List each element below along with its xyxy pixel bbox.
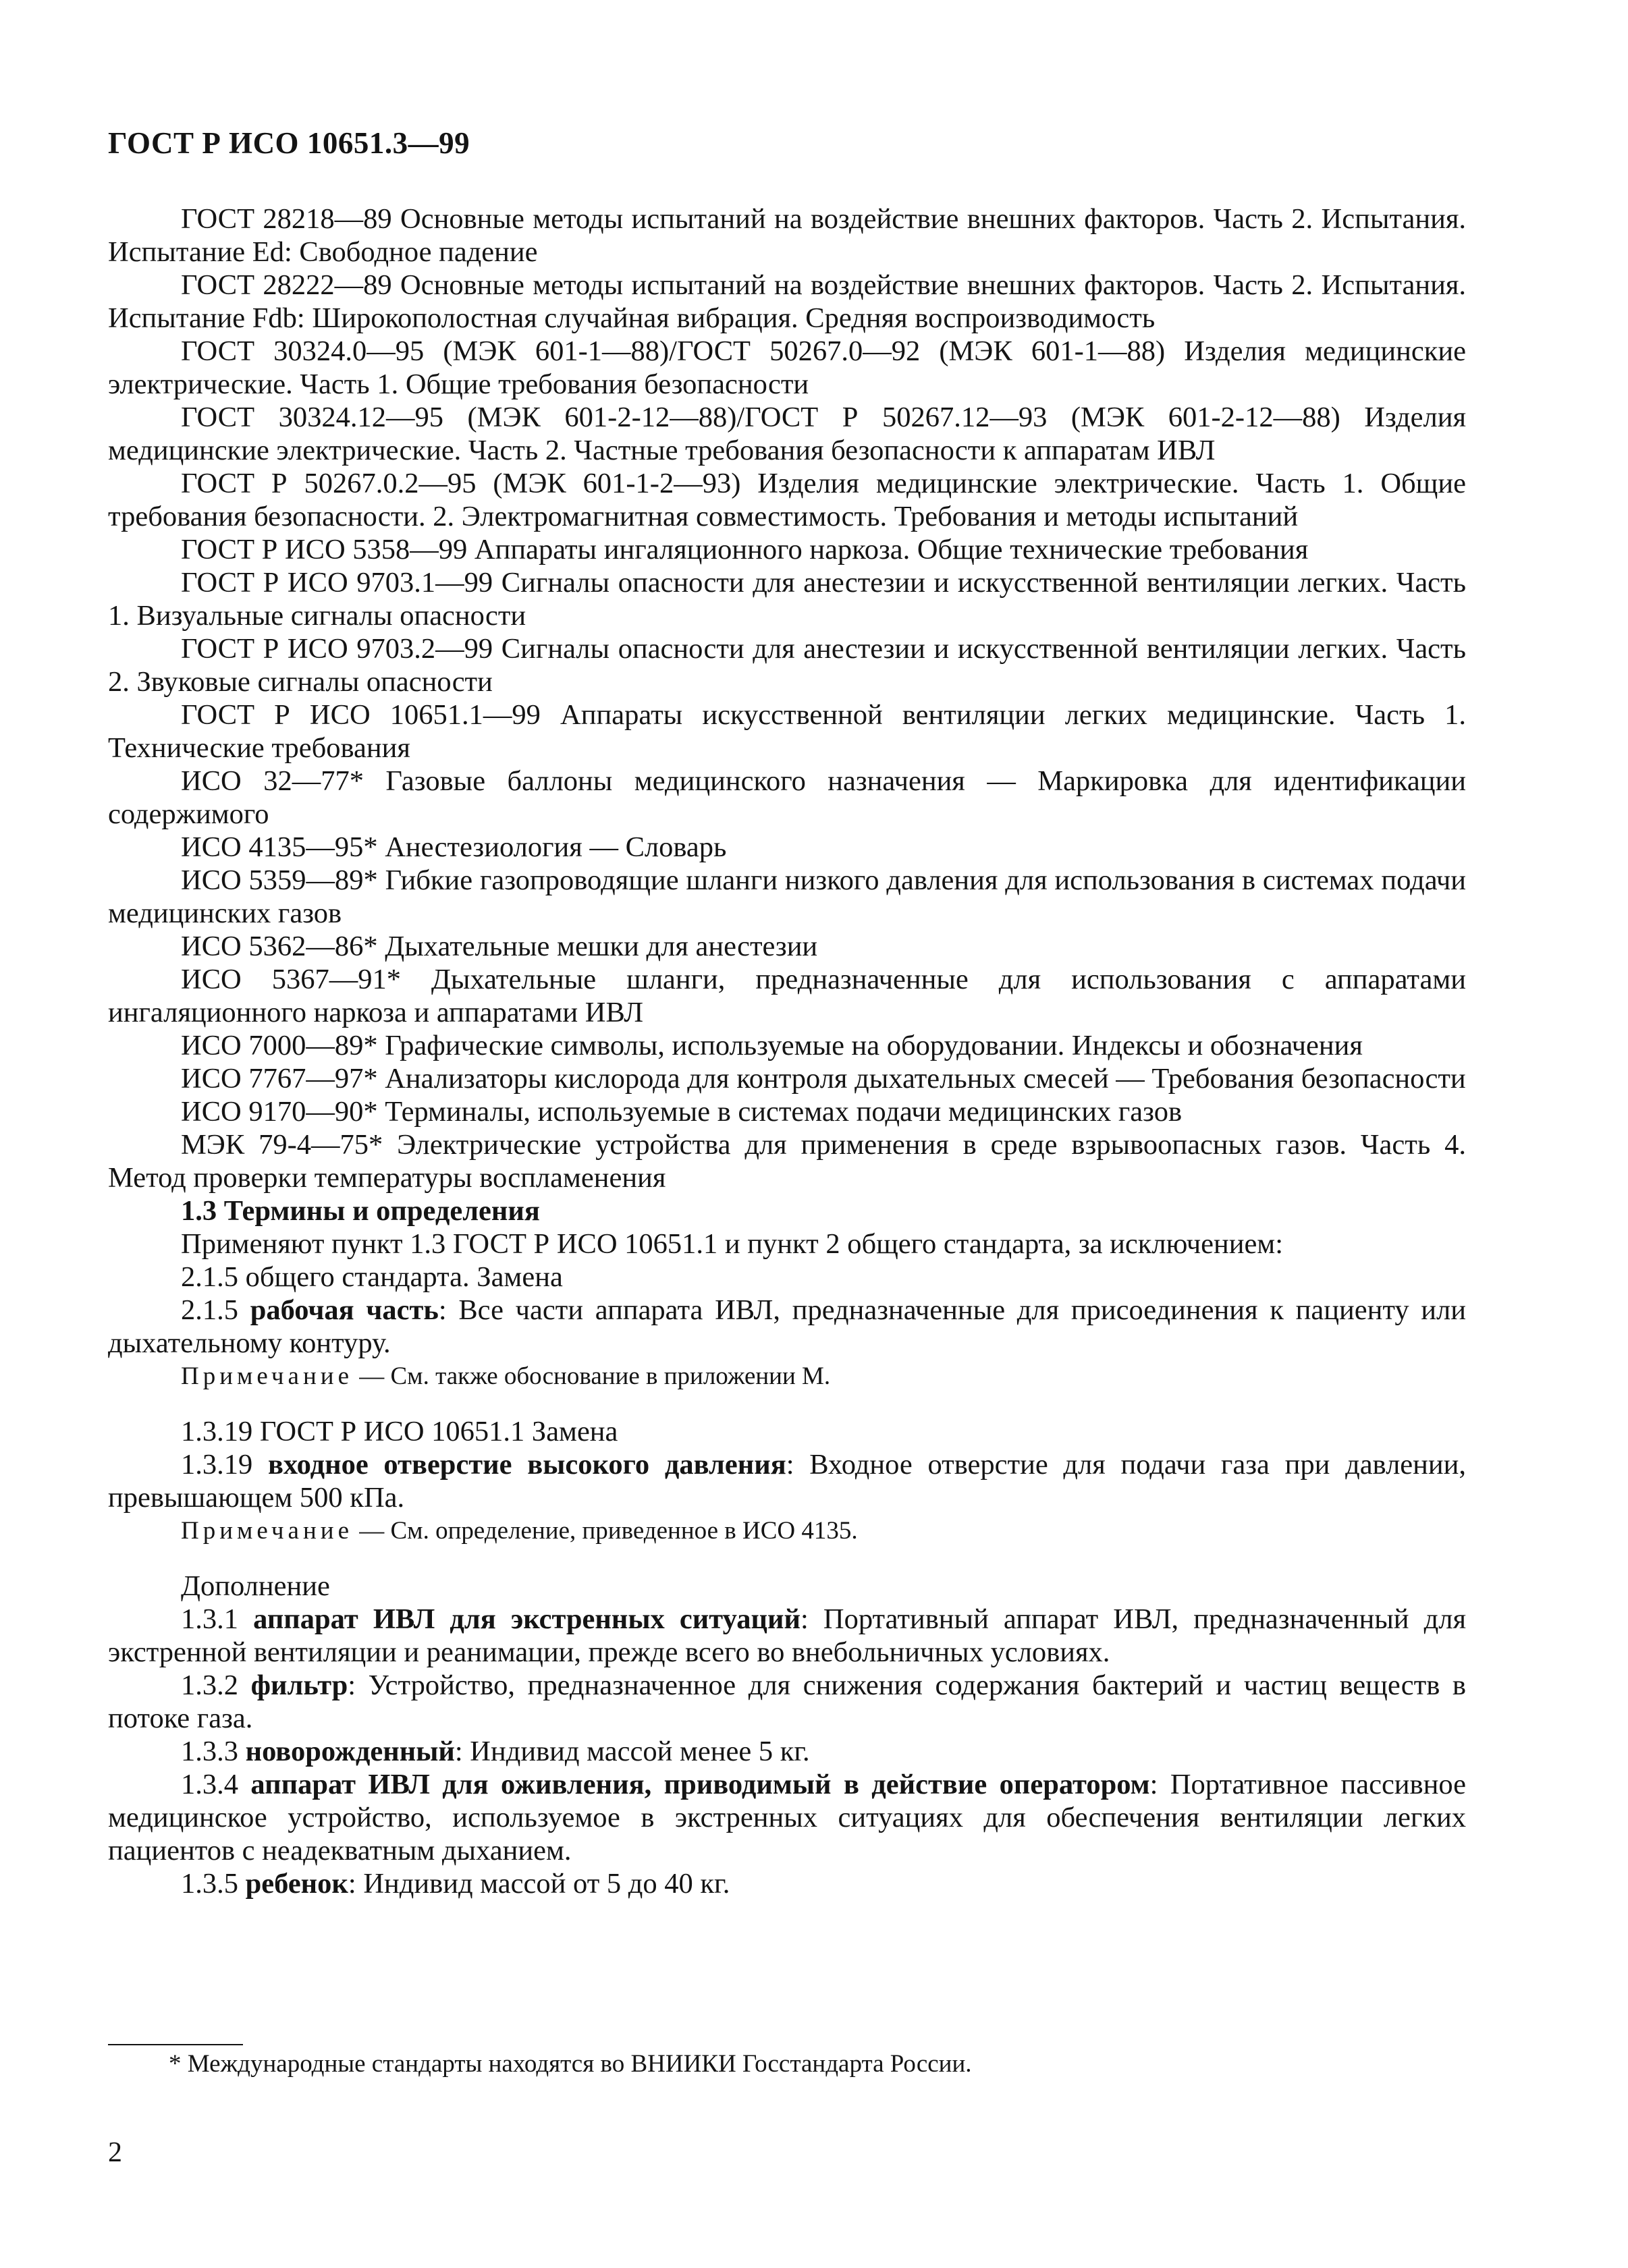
- reference-item: ГОСТ Р ИСО 5358—99 Аппараты ингаляционного наркоза. Общие технические требования: [181, 534, 1309, 565]
- definition-text: : Индивид массой от 5 до 40 кг.: [348, 1868, 730, 1900]
- reference-item: ГОСТ Р ИСО 9703.2—99 Сигналы опасности для анестезии и искусственной вентиляции легких. Часть 2. Звуковые сигналы опасности: [108, 633, 1466, 698]
- definition-1-3-5: [108, 1867, 1466, 1900]
- definition-term: рабочая часть: [250, 1294, 439, 1326]
- document-body: [108, 202, 1466, 1900]
- footnote-divider: [108, 2044, 243, 2045]
- reference-item: ИСО 5362—86* Дыхательные мешки для анестезии: [181, 931, 818, 962]
- note-text: — См. также обоснование в приложении М.: [353, 1362, 831, 1390]
- definition-term: новорожденный: [245, 1736, 455, 1767]
- definition-term: входное отверстие высокого давления: [267, 1449, 786, 1481]
- addition-label: Дополнение: [181, 1570, 330, 1602]
- reference-item: ИСО 5359—89* Гибкие газопроводящие шланги низкого давления для использования в системах подачи медицинских газов: [108, 864, 1466, 929]
- reference-item: ИСО 7767—97* Анализаторы кислорода для контроля дыхательных смесей — Требования безопасности: [181, 1063, 1466, 1095]
- definition-1-3-4: [108, 1768, 1466, 1867]
- section-heading-text: 1.3 Термины и определения: [181, 1195, 540, 1227]
- definition-number: 1.3.3: [181, 1736, 238, 1767]
- definition-term: аппарат ИВЛ для экстренных ситуаций: [253, 1603, 801, 1635]
- reference-item: ИСО 5367—91* Дыхательные шланги, предназначенные для использования с аппаратами ингаляционного наркоза и аппаратами ИВЛ: [108, 964, 1466, 1028]
- definition-1-3-2: [108, 1669, 1466, 1735]
- reference-item: ГОСТ 28218—89 Основные методы испытаний на воздействие внешних факторов. Часть 2. Испытания. Испытание Ed: Свободное падение: [108, 203, 1466, 268]
- definition-number: 1.3.4: [181, 1769, 238, 1800]
- definition-1-3-19: [108, 1448, 1466, 1514]
- definition-term: ребенок: [245, 1868, 348, 1900]
- reference-item: МЭК 79-4—75* Электрические устройства для применения в среде взрывоопасных газов. Часть 4. Метод проверки температуры воспламенения: [108, 1129, 1466, 1194]
- definition-text: : Индивид массой менее 5 кг.: [454, 1736, 810, 1767]
- definition-1-3-1: [108, 1603, 1466, 1669]
- replacement-line: 2.1.5 общего стандарта. Замена: [181, 1261, 563, 1293]
- definition-text: : Портативное пассивное медицинское устройство, используемое в экстренных ситуациях для обеспечения вентиляции легких пациентов с неадекватным дыханием.: [108, 1769, 1466, 1866]
- footnote: * Международные стандарты находятся во ВНИИКИ Госстандарта России.: [169, 2050, 972, 2078]
- definition-2-1-5: [108, 1294, 1466, 1360]
- definition-number: 1.3.19: [181, 1449, 253, 1481]
- definition-number: 2.1.5: [181, 1294, 238, 1326]
- reference-item: ГОСТ 28222—89 Основные методы испытаний на воздействие внешних факторов. Часть 2. Испытания. Испытание Fdb: Широкополостная случайная вибрация. Средняя воспроизводимость: [108, 269, 1466, 334]
- page-number: 2: [108, 2137, 122, 2168]
- definition-term: фильтр: [250, 1669, 348, 1701]
- definition-text: : Портативный аппарат ИВЛ, предназначенный для экстренной вентиляции и реанимации, прежде всего во внебольничных условиях.: [108, 1603, 1467, 1668]
- definition-term: аппарат ИВЛ для оживления, приводимый в действие оператором: [250, 1769, 1150, 1800]
- reference-item: ИСО 4135—95* Анестезиология — Словарь: [181, 831, 727, 863]
- note-label: Примечание: [181, 1517, 353, 1545]
- note-2: [108, 1514, 1466, 1547]
- definition-number: 1.3.5: [181, 1868, 238, 1900]
- reference-item: ИСО 7000—89* Графические символы, используемые на оборудовании. Индексы и обозначения: [181, 1030, 1363, 1061]
- note-text: — См. определение, приведенное в ИСО 4135.: [353, 1517, 858, 1545]
- reference-item: ИСО 9170—90* Терминалы, используемые в системах подачи медицинских газов: [181, 1096, 1183, 1128]
- reference-item: ГОСТ Р 50267.0.2—95 (МЭК 601-1-2—93) Изделия медицинские электрические. Часть 1. Общие требования безопасности. 2. Электромагнитная совместимость. Требования и методы испытаний: [108, 468, 1466, 532]
- page-header-title: ГОСТ Р ИСО 10651.3—99: [108, 126, 470, 160]
- definition-number: 1.3.2: [181, 1669, 238, 1701]
- definition-number: 1.3.1: [181, 1603, 238, 1635]
- section-heading: [108, 1194, 1466, 1227]
- note-1: [108, 1360, 1466, 1393]
- note-label: Примечание: [181, 1362, 353, 1390]
- reference-item: ГОСТ Р ИСО 9703.1—99 Сигналы опасности для анестезии и искусственной вентиляции легких. Часть 1. Визуальные сигналы опасности: [108, 567, 1466, 632]
- reference-item: ИСО 32—77* Газовые баллоны медицинского назначения — Маркировка для идентификации содержимого: [108, 765, 1466, 830]
- section-intro: Применяют пункт 1.3 ГОСТ Р ИСО 10651.1 и пункт 2 общего стандарта, за исключением:: [181, 1228, 1284, 1260]
- definition-1-3-3: [108, 1735, 1466, 1768]
- reference-item: ГОСТ Р ИСО 10651.1—99 Аппараты искусственной вентиляции легких медицинские. Часть 1. Технические требования: [108, 699, 1466, 764]
- definition-text: : Устройство, предназначенное для снижения содержания бактерий и частиц веществ в потоке газа.: [108, 1669, 1467, 1734]
- definition-text: : Входное отверстие для подачи газа при давлении, превышающем 500 кПа.: [108, 1449, 1466, 1514]
- reference-item: ГОСТ 30324.0—95 (МЭК 601-1—88)/ГОСТ 50267.0—92 (МЭК 601-1—88) Изделия медицинские электрические. Часть 1. Общие требования безопасности: [108, 335, 1466, 400]
- definition-text: : Все части аппарата ИВЛ, предназначенные для присоединения к пациенту или дыхательному контуру.: [108, 1294, 1467, 1359]
- reference-item: ГОСТ 30324.12—95 (МЭК 601-2-12—88)/ГОСТ Р 50267.12—93 (МЭК 601-2-12—88) Изделия медицинские электрические. Часть 2. Частные требования безопасности к аппаратам ИВЛ: [108, 402, 1466, 466]
- replacement-line: 1.3.19 ГОСТ Р ИСО 10651.1 Замена: [181, 1416, 618, 1447]
